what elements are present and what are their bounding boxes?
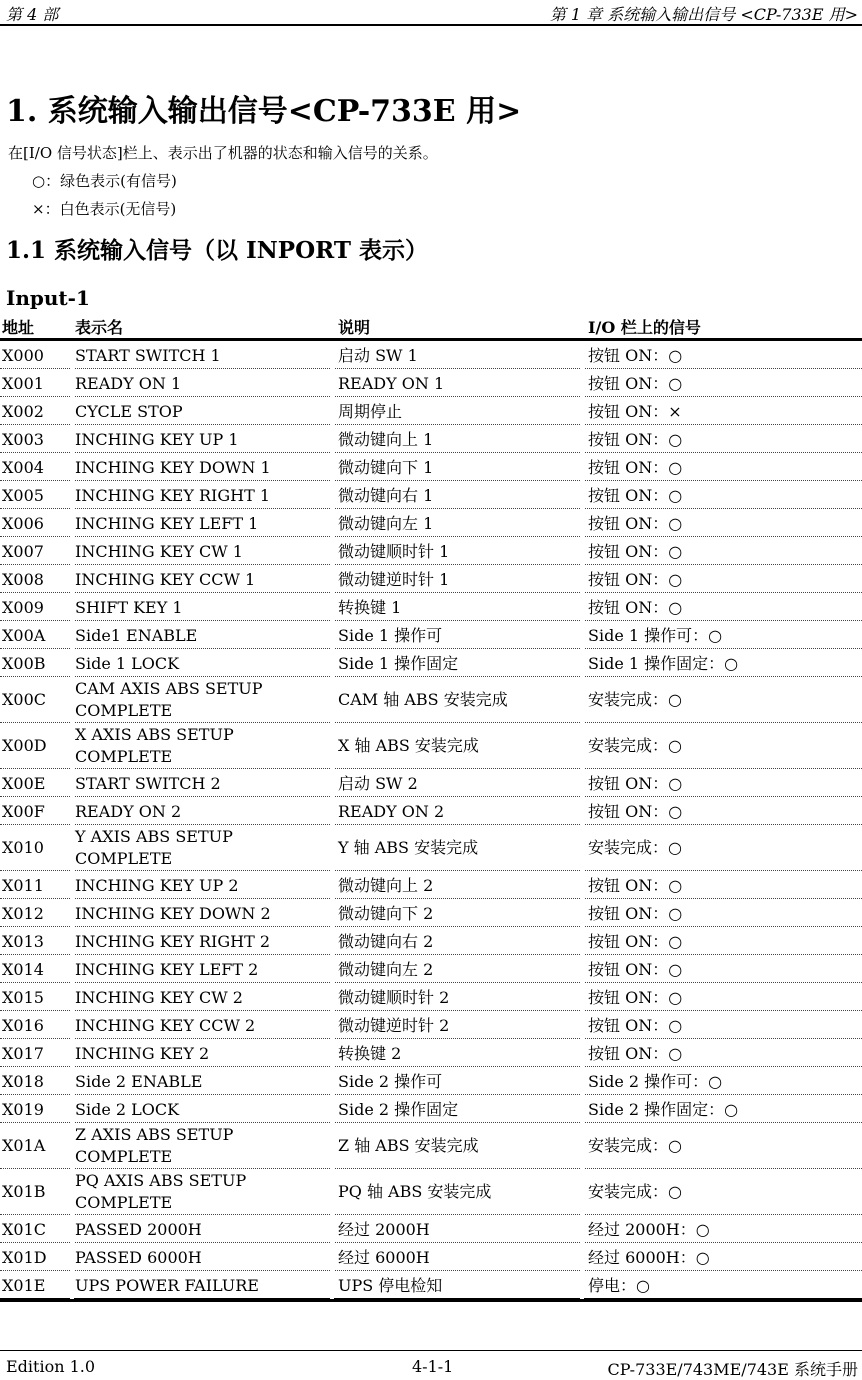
cell-description: 微动键向左 2 <box>338 960 434 979</box>
cell-description: Y 轴 ABS 安装完成 <box>338 838 479 857</box>
cell-io-signal: 经过 6000H：○ <box>588 1248 710 1267</box>
cell-description: Side 1 操作固定 <box>338 654 459 673</box>
cell-display-name: Z AXIS ABS SETUP COMPLETE <box>75 1125 234 1166</box>
cell-address: X006 <box>2 514 44 533</box>
cell-description: Side 2 操作固定 <box>338 1100 459 1119</box>
cell-io-signal: 安装完成：○ <box>588 1136 682 1155</box>
cell-address: X012 <box>2 904 44 923</box>
cell-display-name: READY ON 1 <box>75 374 182 393</box>
table-name: Input-1 <box>6 286 90 310</box>
cell-display-name: INCHING KEY LEFT 2 <box>75 960 259 979</box>
cell-address: X005 <box>2 486 44 505</box>
cell-io-signal: Side 2 操作可：○ <box>588 1072 723 1091</box>
table-row <box>0 537 862 565</box>
row-rule-gap <box>580 1297 584 1299</box>
cell-io-signal: 按钮 ON：○ <box>588 542 683 561</box>
cell-address: X008 <box>2 570 44 589</box>
table-row <box>0 425 862 453</box>
cell-description: 微动键顺时针 2 <box>338 988 450 1007</box>
table-row <box>0 509 862 537</box>
cell-io-signal: 按钮 ON：○ <box>588 346 683 365</box>
cell-address: X007 <box>2 542 44 561</box>
cell-io-signal: 按钮 ON：○ <box>588 598 683 617</box>
cell-description: READY ON 1 <box>338 374 445 393</box>
cell-io-signal: 按钮 ON：○ <box>588 1016 683 1035</box>
cell-io-signal: 按钮 ON：○ <box>588 932 683 951</box>
cell-address: X00E <box>2 774 46 793</box>
col-description: 说明 <box>338 318 371 337</box>
cell-description: 微动键向右 2 <box>338 932 434 951</box>
table-row <box>0 1067 862 1095</box>
cell-io-signal: 按钮 ON：○ <box>588 802 683 821</box>
cell-description: 微动键逆时针 1 <box>338 570 450 589</box>
cell-display-name: INCHING KEY RIGHT 1 <box>75 486 271 505</box>
cell-description: PQ 轴 ABS 安装完成 <box>338 1182 492 1201</box>
col-address: 地址 <box>2 318 35 337</box>
table-row <box>0 983 862 1011</box>
col-display-name: 表示名 <box>75 318 124 337</box>
cell-description: Side 1 操作可 <box>338 626 443 645</box>
cell-io-signal: 按钮 ON：○ <box>588 1044 683 1063</box>
cell-io-signal: 安装完成：○ <box>588 838 682 857</box>
cell-description: 微动键向左 1 <box>338 514 434 533</box>
cell-address: X00C <box>2 690 46 709</box>
table-row <box>0 1095 862 1123</box>
cell-io-signal: Side 1 操作固定：○ <box>588 654 739 673</box>
cell-address: X013 <box>2 932 44 951</box>
cell-address: X015 <box>2 988 44 1007</box>
table-row <box>0 955 862 983</box>
cell-description: 微动键向上 1 <box>338 430 434 449</box>
cell-description: 经过 2000H <box>338 1220 430 1239</box>
cell-address: X010 <box>2 838 44 857</box>
table-row <box>0 927 862 955</box>
table-row <box>0 1039 862 1067</box>
cell-io-signal: 安装完成：○ <box>588 736 682 755</box>
cell-description: READY ON 2 <box>338 802 445 821</box>
cell-io-signal: 按钮 ON：○ <box>588 774 683 793</box>
cell-display-name: Side 2 LOCK <box>75 1100 180 1119</box>
cell-display-name: READY ON 2 <box>75 802 182 821</box>
cell-address: X011 <box>2 876 44 895</box>
cell-display-name: Side1 ENABLE <box>75 626 198 645</box>
legend-on: ○：绿色表示(有信号) <box>32 172 177 190</box>
table-row <box>0 453 862 481</box>
cell-display-name: Side 2 ENABLE <box>75 1072 203 1091</box>
cell-io-signal: 按钮 ON：○ <box>588 570 683 589</box>
table-row <box>0 593 862 621</box>
table-row <box>0 649 862 677</box>
cell-display-name: Y AXIS ABS SETUP COMPLETE <box>75 827 233 868</box>
col-io-signal: I/O 栏上的信号 <box>588 318 701 337</box>
cell-address: X009 <box>2 598 44 617</box>
cell-display-name: SHIFT KEY 1 <box>75 598 183 617</box>
row-rule-gap <box>330 1297 334 1299</box>
page-footer <box>0 1350 862 1378</box>
cell-io-signal: 按钮 ON：○ <box>588 514 683 533</box>
cell-display-name: INCHING KEY RIGHT 2 <box>75 932 271 951</box>
cell-address: X017 <box>2 1044 44 1063</box>
cell-io-signal: 按钮 ON：○ <box>588 904 683 923</box>
cell-display-name: INCHING KEY UP 1 <box>75 430 239 449</box>
table-row <box>0 797 862 825</box>
cell-address: X00F <box>2 802 45 821</box>
cell-description: 转换键 2 <box>338 1044 402 1063</box>
cell-io-signal: Side 2 操作固定：○ <box>588 1100 739 1119</box>
cell-display-name: INCHING KEY DOWN 2 <box>75 904 271 923</box>
table-row <box>0 899 862 927</box>
cell-display-name: PASSED 2000H <box>75 1220 202 1239</box>
table-row <box>0 1123 862 1169</box>
table-row <box>0 565 862 593</box>
table-row <box>0 723 862 769</box>
cell-io-signal: 按钮 ON：○ <box>588 486 683 505</box>
cell-display-name: CAM AXIS ABS SETUP COMPLETE <box>75 679 263 720</box>
cell-description: 启动 SW 1 <box>338 346 418 365</box>
footer-page-number: 4-1-1 <box>412 1357 454 1376</box>
cell-io-signal: 按钮 ON：○ <box>588 876 683 895</box>
table-row <box>0 397 862 425</box>
cell-address: X01B <box>2 1182 46 1201</box>
cell-display-name: INCHING KEY CW 2 <box>75 988 243 1007</box>
cell-display-name: START SWITCH 2 <box>75 774 221 793</box>
cell-address: X014 <box>2 960 44 979</box>
row-rule-gap <box>70 1297 74 1299</box>
table-row <box>0 369 862 397</box>
cell-io-signal: 按钮 ON：○ <box>588 988 683 1007</box>
table-row <box>0 769 862 797</box>
header-part: 第 4 部 <box>6 5 59 24</box>
table-row <box>0 677 862 723</box>
cell-address: X004 <box>2 458 44 477</box>
cell-description: CAM 轴 ABS 安装完成 <box>338 690 508 709</box>
cell-display-name: INCHING KEY CCW 1 <box>75 570 256 589</box>
cell-io-signal: 按钮 ON：× <box>588 402 682 421</box>
cell-display-name: PASSED 6000H <box>75 1248 202 1267</box>
table-row <box>0 1169 862 1215</box>
cell-description: Side 2 操作可 <box>338 1072 443 1091</box>
cell-address: X00A <box>2 626 46 645</box>
cell-io-signal: 按钮 ON：○ <box>588 960 683 979</box>
cell-description: 微动键向下 2 <box>338 904 434 923</box>
cell-io-signal: 停电：○ <box>588 1276 650 1295</box>
cell-description: 周期停止 <box>338 402 403 421</box>
cell-display-name: INCHING KEY DOWN 1 <box>75 458 271 477</box>
cell-address: X001 <box>2 374 44 393</box>
cell-display-name: INCHING KEY UP 2 <box>75 876 239 895</box>
cell-display-name: UPS POWER FAILURE <box>75 1276 259 1295</box>
cell-io-signal: 按钮 ON：○ <box>588 374 683 393</box>
cell-io-signal: 经过 2000H：○ <box>588 1220 710 1239</box>
cell-description: 转换键 1 <box>338 598 402 617</box>
cell-address: X01E <box>2 1276 46 1295</box>
cell-address: X000 <box>2 346 44 365</box>
cell-description: 启动 SW 2 <box>338 774 418 793</box>
table-row <box>0 1215 862 1243</box>
cell-address: X01D <box>2 1248 47 1267</box>
cell-address: X002 <box>2 402 44 421</box>
cell-address: X018 <box>2 1072 44 1091</box>
table-row <box>0 341 862 369</box>
cell-description: 经过 6000H <box>338 1248 430 1267</box>
cell-io-signal: 按钮 ON：○ <box>588 458 683 477</box>
header-chapter: 第 1 章 系统输入输出信号 <CP-733E 用> <box>549 5 858 24</box>
page-header <box>0 0 862 26</box>
cell-address: X016 <box>2 1016 44 1035</box>
cell-description: 微动键逆时针 2 <box>338 1016 450 1035</box>
cell-display-name: PQ AXIS ABS SETUP COMPLETE <box>75 1171 247 1212</box>
cell-io-signal: 按钮 ON：○ <box>588 430 683 449</box>
cell-display-name: CYCLE STOP <box>75 402 183 421</box>
cell-address: X019 <box>2 1100 44 1119</box>
footer-edition: Edition 1.0 <box>6 1357 96 1376</box>
cell-description: 微动键向下 1 <box>338 458 434 477</box>
footer-manual-title: CP-733E/743ME/743E 系统手册 <box>607 1360 858 1379</box>
cell-display-name: Side 1 LOCK <box>75 654 180 673</box>
cell-address: X01C <box>2 1220 46 1239</box>
cell-display-name: X AXIS ABS SETUP COMPLETE <box>75 725 234 766</box>
cell-address: X01A <box>2 1136 46 1155</box>
cell-address: X00B <box>2 654 46 673</box>
cell-address: X00D <box>2 736 47 755</box>
cell-description: UPS 停电检知 <box>338 1276 443 1295</box>
legend-off: ×：白色表示(无信号) <box>32 200 177 218</box>
table-row <box>0 825 862 871</box>
table-row <box>0 481 862 509</box>
table-row <box>0 1011 862 1039</box>
table-row <box>0 1271 862 1302</box>
cell-display-name: INCHING KEY CCW 2 <box>75 1016 256 1035</box>
cell-display-name: INCHING KEY LEFT 1 <box>75 514 259 533</box>
cell-description: X 轴 ABS 安装完成 <box>338 736 479 755</box>
table-row <box>0 1243 862 1271</box>
cell-io-signal: Side 1 操作可：○ <box>588 626 723 645</box>
cell-io-signal: 安装完成：○ <box>588 690 682 709</box>
table-header <box>0 312 862 341</box>
cell-display-name: START SWITCH 1 <box>75 346 221 365</box>
signal-table <box>0 312 862 1302</box>
cell-description: Z 轴 ABS 安装完成 <box>338 1136 479 1155</box>
table-body <box>0 341 862 1302</box>
table-row <box>0 871 862 899</box>
cell-display-name: INCHING KEY 2 <box>75 1044 210 1063</box>
page-title: 1. 系统输入输出信号<CP-733E 用> <box>6 94 522 129</box>
cell-description: 微动键向上 2 <box>338 876 434 895</box>
intro-text: 在[I/O 信号状态]栏上、表示出了机器的状态和输入信号的关系。 <box>8 144 438 162</box>
section-title: 1.1 系统输入信号（以 INPORT 表示） <box>6 237 428 264</box>
cell-description: 微动键顺时针 1 <box>338 542 450 561</box>
cell-io-signal: 安装完成：○ <box>588 1182 682 1201</box>
cell-display-name: INCHING KEY CW 1 <box>75 542 243 561</box>
table-row <box>0 621 862 649</box>
cell-description: 微动键向右 1 <box>338 486 434 505</box>
cell-address: X003 <box>2 430 44 449</box>
